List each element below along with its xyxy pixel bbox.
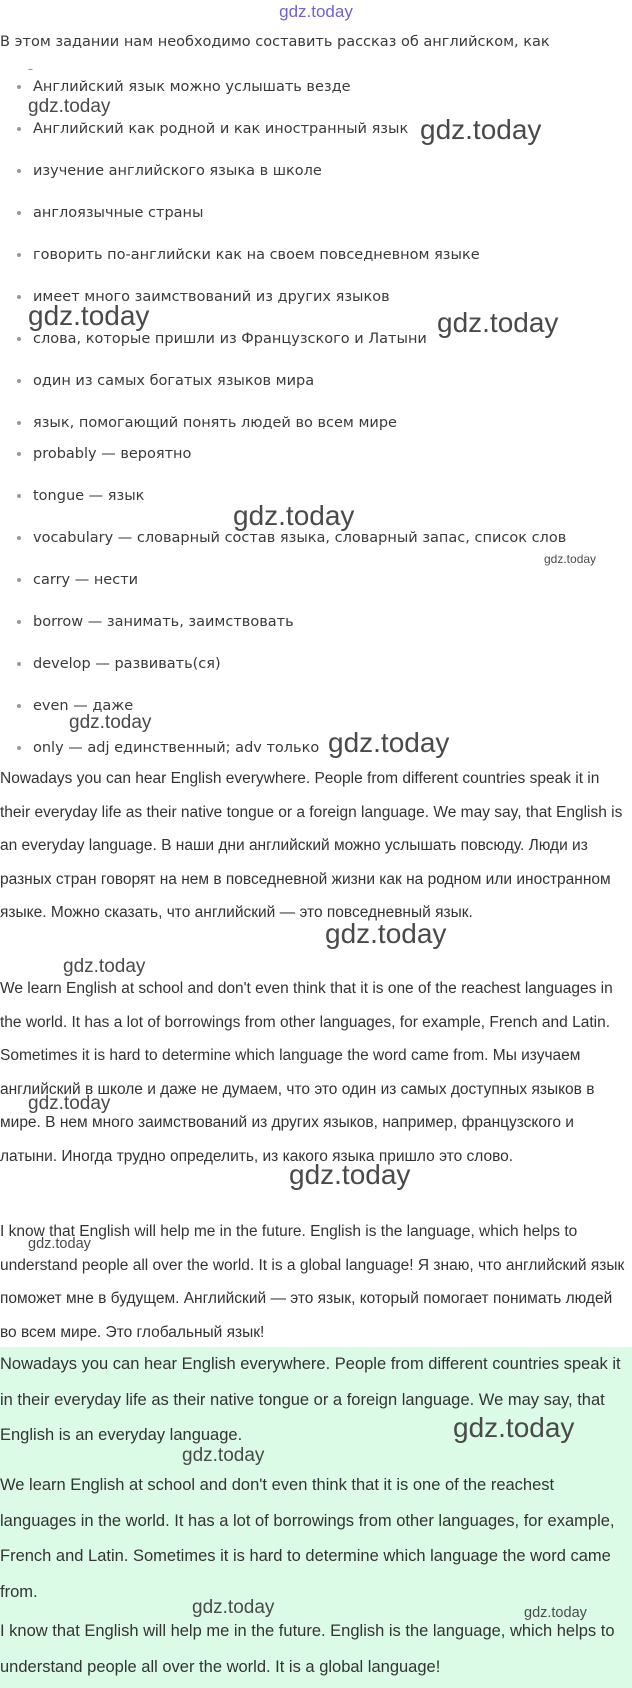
task-intro: В этом задании нам необходимо составить рассказ об английском, как [0, 34, 550, 50]
watermark: gdz.today [233, 500, 355, 531]
list-item: vocabulary — словарный состав языка, словарный запас, список слов [0, 528, 632, 570]
list-item: develop — развивать(ся) [0, 654, 632, 696]
answer-block [0, 1347, 632, 1688]
watermark: gdz.today [524, 1605, 587, 1621]
watermark: gdz.today [28, 300, 150, 331]
list-item: один из самых богатых языков мира [0, 371, 632, 413]
watermark: gdz.today [63, 956, 146, 977]
answer-paragraph: We learn English at school and don't even think that it is one of the reachest languages in the world. It has a lot of borrowings from other languages, for example, French and Latin. Sometimes it is hard to determine which language the word came from. [0, 1476, 615, 1601]
topics-list [0, 77, 632, 455]
vocabulary-list [0, 444, 632, 780]
list-item: carry — нести [0, 570, 632, 612]
list-item: Английский как родной и как иностранный язык [0, 119, 632, 161]
list-item: англоязычные страны [0, 203, 632, 245]
watermark: gdz.today [453, 1412, 575, 1443]
list-item: Английский язык можно услышать везде [0, 77, 632, 119]
list-item: borrow — занимать, заимствовать [0, 612, 632, 654]
list-item: tongue — язык [0, 486, 632, 528]
answer-paragraph: I know that English will help me in the future. English is the language, which helps to understand people all over the world. It is a global language! [0, 1622, 615, 1676]
list-item: изучение английского языка в школе [0, 161, 632, 203]
watermark: gdz.today [182, 1445, 265, 1466]
watermark: gdz.today [437, 307, 559, 338]
watermark: gdz.today [69, 712, 152, 733]
list-item: only — adj единственный; adv только [0, 738, 632, 780]
list-item: говорить по-английски как на своем повседневном языке [0, 245, 632, 287]
watermark: gdz.today [544, 552, 597, 566]
list-item: probably — вероятно [0, 444, 632, 486]
watermark: gdz.today [28, 1236, 91, 1252]
story-paragraph: We learn English at school and don't even think that it is one of the reachest languages in the world. It has a lot of borrowings from other languages, for example, French and Latin. Sometimes it is hard to determine which language the word came from. Мы изучаем английский в школе и даже не думаем, что это один из самых доступных языков в мире. В нем много заимствований из других языков, например, французского и латыни. Иногда трудно определить, из какого языка пришло это слово. [0, 980, 613, 1165]
watermark: gdz.today [328, 727, 450, 758]
story-paragraph: I know that English will help me in the future. English is the language, which helps to understand people all over the world. It is a global language! Я знаю, что английский язык поможет мне в будущем. Английский — это язык, который помогает понимать людей во всем мире. Это глобальный язык! [0, 1223, 625, 1341]
list-item: слова, которые пришли из Французского и Латыни [0, 329, 632, 371]
watermark: gdz.today [192, 1597, 275, 1618]
watermark: gdz.today [289, 1159, 411, 1190]
list-item: язык, помогающий понять людей во всем мире [0, 413, 632, 455]
story-paragraph: Nowadays you can hear English everywhere. People from different countries speak it in their everyday life as their native tongue or a foreign language. We may say, that English is an everyday language. В наши дни английский можно услышать повсюду. Люди из разных стран говорят на нем в повседневной жизни как на родном или иностранном языке. Можно сказать, что английский — это повседневный язык. [0, 770, 623, 921]
watermark: gdz.today [325, 918, 447, 949]
watermark: gdz.today [420, 114, 542, 145]
intro-mark: – [28, 64, 33, 75]
list-item: имеет много заимствований из других языков [0, 287, 632, 329]
site-logo[interactable]: gdz.today [279, 2, 353, 21]
watermark: gdz.today [28, 1093, 111, 1114]
watermark: gdz.today [28, 96, 111, 117]
list-item: even — даже [0, 696, 632, 738]
answer-paragraph: Nowadays you can hear English everywhere. People from different countries speak it in their everyday life as their native tongue or a foreign language. We may say, that English is an everyday language. [0, 1355, 621, 1444]
